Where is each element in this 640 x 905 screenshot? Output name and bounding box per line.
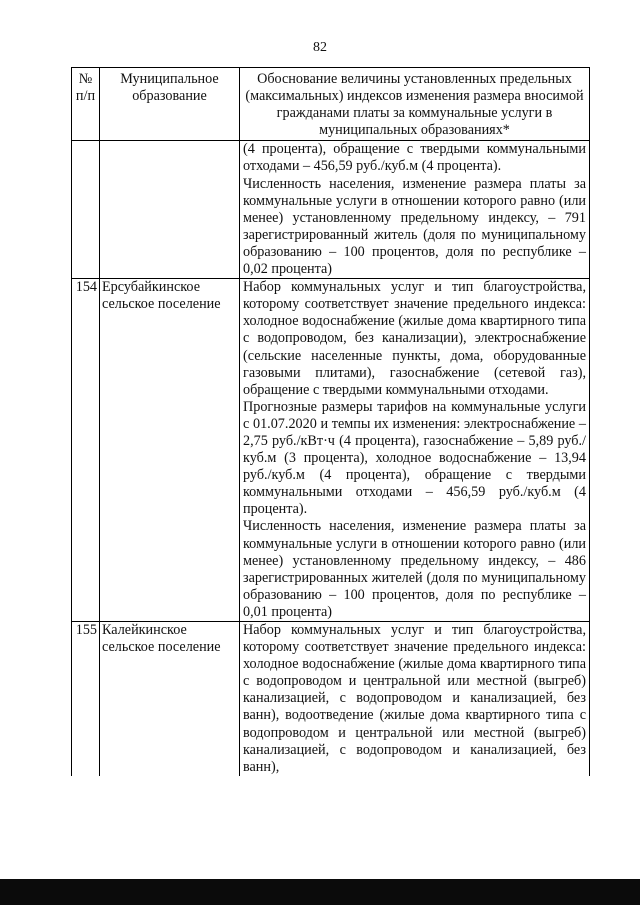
header-municipality: Муниципальное образование bbox=[100, 68, 240, 141]
table-row bbox=[72, 141, 590, 279]
header-number: № п/п bbox=[72, 68, 100, 141]
justification-paragraph: Набор коммунальных услуг и тип благоустройства, которому соответствует значение предельного индекса: холодное водоснабжение (жилые дома квартирного типа с водопроводом, без канализации), электроснабжение (сельские населенные пункты, дома, оборудованные газовыми плитами), газоснабжение (сетевой газ), обращение с твердыми коммунальными отходами. bbox=[243, 279, 586, 398]
row-municipality: Калейкинское сельское поселение bbox=[100, 622, 240, 776]
row-number: 155 bbox=[72, 622, 100, 776]
row-municipality: Ерсубайкинское сельское поселение bbox=[100, 279, 240, 622]
table-header-row bbox=[72, 68, 590, 141]
table-row bbox=[72, 279, 590, 622]
row-municipality bbox=[100, 141, 240, 279]
municipal-index-table bbox=[71, 67, 590, 776]
row-justification bbox=[240, 622, 590, 776]
justification-paragraph: Прогнозные размеры тарифов на коммунальные услуги с 01.07.2020 и темпы их изменения: электроснабжение – 2,75 руб./кВт·ч (4 процента), газоснабжение – 5,89 руб./куб.м (3 процента), холодное водоснабжение – 13,94 руб./куб.м (4 процента), обращение с твердыми коммунальными отходами – 456,59 руб./куб.м (4 процента). bbox=[243, 398, 586, 518]
table-row bbox=[72, 622, 590, 776]
row-justification bbox=[240, 141, 590, 279]
justification-paragraph: Численность населения, изменение размера платы за коммунальные услуги в отношении которого равно (или менее) установленному предельному индексу, – 486 зарегистрированных жителей (доля по муниципальному образованию – 100 процентов, доля по республике – 0,01 процента) bbox=[243, 518, 586, 620]
justification-paragraph: Набор коммунальных услуг и тип благоустройства, которому соответствует значение предельного индекса: холодное водоснабжение (жилые дома квартирного типа с водопроводом и центральной или местной (выгреб) канализацией, с водопроводом и канализацией, без ванн), водоотведение (жилые дома квартирного типа с водопроводом и центральной или местной (выгреб) канализацией, с водопроводом и канализацией, без ванн), bbox=[243, 622, 586, 775]
justification-paragraph: Численность населения, изменение размера платы за коммунальные услуги в отношении которого равно (или менее) установленному предельному индексу, – 791 зарегистрированный житель (доля по муниципальному образованию – 100 процентов, доля по республике – 0,02 процента) bbox=[243, 175, 586, 278]
row-justification bbox=[240, 279, 590, 622]
row-number bbox=[72, 141, 100, 279]
header-justification: Обоснование величины установленных предельных (максимальных) индексов изменения размера вносимой гражданами платы за коммунальные услуги в муниципальных образованиях* bbox=[240, 68, 590, 141]
row-number: 154 bbox=[72, 279, 100, 622]
scan-bottom-edge bbox=[0, 879, 640, 905]
justification-paragraph: (4 процента), обращение с твердыми коммунальными отходами – 456,59 руб./куб.м (4 процента). bbox=[243, 141, 586, 175]
page-number: 82 bbox=[313, 40, 327, 55]
